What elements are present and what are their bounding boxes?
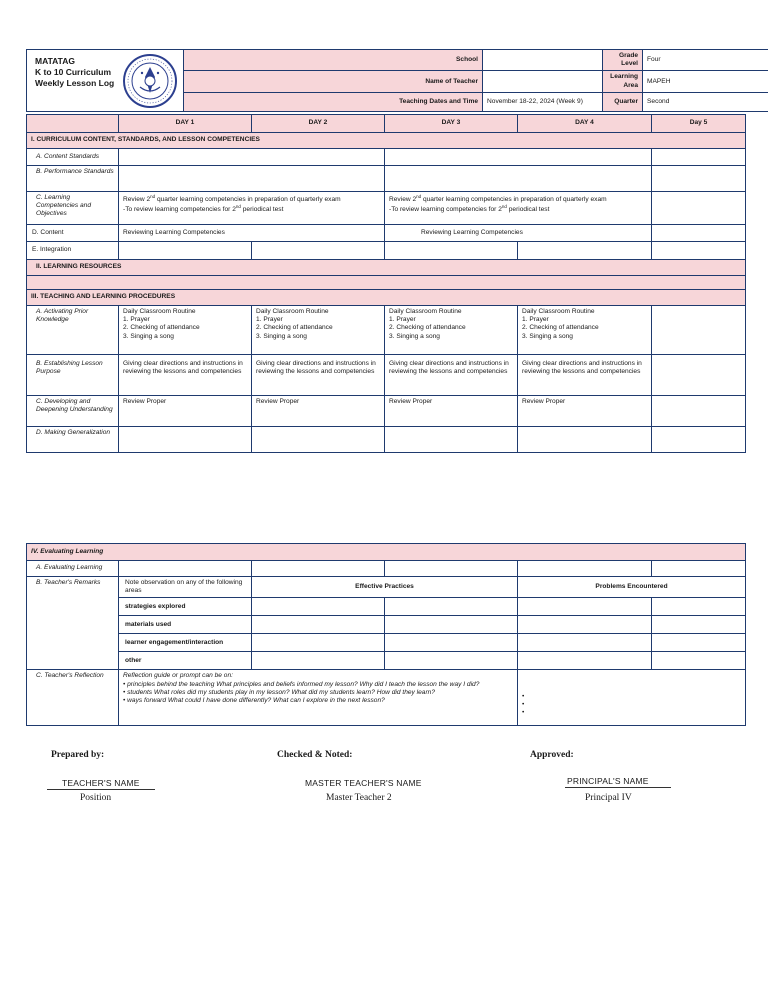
routine-item: 3. Singing a song	[389, 332, 440, 340]
routine-title: Daily Classroom Routine	[256, 308, 329, 315]
competency-sup: nd	[150, 194, 156, 199]
establishing-label: B. Establishing Lesson Purpose	[27, 355, 119, 396]
reflection-students: • students What roles did my students play in my lesson? What did my students learn? How did they learn?	[123, 688, 435, 696]
problems-encountered-header: Problems Encountered	[518, 577, 746, 598]
integration-label: E. Integration	[27, 242, 119, 260]
establishing-cell-1[interactable]: Giving clear directions and instructions in reviewing the lessons and competencies	[119, 355, 252, 396]
materials-cell-4[interactable]	[652, 616, 746, 634]
content-standards-cell-1[interactable]	[119, 149, 385, 166]
materials-cell-1[interactable]	[252, 616, 385, 634]
school-label: School	[184, 50, 483, 71]
content-standards-label: A. Content Standards	[27, 149, 119, 166]
header-table	[26, 49, 768, 112]
lesson-log-table	[26, 114, 746, 453]
developing-cell-4[interactable]: Review Proper	[518, 396, 652, 427]
content-cell-5[interactable]	[652, 225, 746, 242]
title-curriculum: K to 10 Curriculum	[35, 66, 112, 77]
grade-level-value[interactable]: Four	[643, 50, 768, 71]
competency-text-post: quarter learning competencies in preparation of quarterly exam	[421, 196, 607, 204]
teachers-reflection-label: C. Teacher's Reflection	[27, 670, 119, 726]
learning-area-value[interactable]: MAPEH	[643, 71, 768, 92]
day-header-5: Day 5	[652, 115, 746, 133]
title-log: Weekly Lesson Log	[35, 77, 115, 88]
performance-standards-cell-5[interactable]	[652, 166, 746, 192]
routine-item: 2. Checking of attendance	[389, 324, 466, 332]
routine-item: 1. Prayer	[389, 316, 416, 324]
making-cell-2[interactable]	[252, 427, 385, 453]
materials-cell-2[interactable]	[385, 616, 518, 634]
evaluating-cell-2[interactable]	[252, 561, 385, 577]
other-cell-3[interactable]	[518, 652, 652, 670]
activating-cell-2[interactable]	[252, 306, 385, 355]
competency-text-pre: Review 2	[389, 196, 417, 204]
integration-cell-2[interactable]	[252, 242, 385, 260]
content-cell-1[interactable]: Reviewing Learning Competencies	[119, 225, 385, 242]
routine-title: Daily Classroom Routine	[389, 308, 462, 315]
materials-label: materials used	[119, 616, 252, 634]
section-4-title: IV. Evaluating Learning	[27, 544, 746, 561]
routine-item: 1. Prayer	[522, 316, 549, 324]
competency-line2-post: periodical test	[506, 206, 550, 214]
other-cell-4[interactable]	[652, 652, 746, 670]
evaluating-cell-4[interactable]	[518, 561, 652, 577]
teacher-name: TEACHER'S NAME	[62, 778, 140, 788]
competency-line2-pre: -To review learning competencies for 2	[123, 206, 236, 214]
section-3-title: III. TEACHING AND LEARNING PROCEDURES	[27, 290, 746, 306]
reflection-principles: • principles behind the teaching What principles and beliefs informed my lesson? Why did I teach the lesson the way I did?	[123, 680, 480, 688]
master-teacher-position: Master Teacher 2	[326, 793, 392, 803]
engagement-cell-4[interactable]	[652, 634, 746, 652]
engagement-cell-2[interactable]	[385, 634, 518, 652]
making-cell-1[interactable]	[119, 427, 252, 453]
routine-item: 2. Checking of attendance	[123, 324, 200, 332]
routine-item: 2. Checking of attendance	[256, 324, 333, 332]
activating-label: A. Activating Prior Knowledge	[27, 306, 119, 355]
other-label: other	[119, 652, 252, 670]
principal-signature-line	[565, 787, 671, 788]
teacher-position: Position	[80, 793, 112, 803]
materials-cell-3[interactable]	[518, 616, 652, 634]
evaluating-cell-3[interactable]	[385, 561, 518, 577]
teacher-value[interactable]	[483, 71, 603, 92]
day-header-4: DAY 4	[518, 115, 652, 133]
strategies-cell-4[interactable]	[652, 598, 746, 616]
strategies-cell-1[interactable]	[252, 598, 385, 616]
establishing-cell-4[interactable]: Giving clear directions and instructions in reviewing the lessons and competencies	[518, 355, 652, 396]
reflection-bullet: •	[522, 709, 525, 717]
making-generalization-label: D. Making Generalization	[27, 427, 119, 453]
reflection-bullets-cell[interactable]	[518, 670, 746, 726]
learning-competencies-label: C. Learning Competencies and Objectives	[27, 192, 119, 225]
dates-value[interactable]: November 18-22, 2024 (Week 9)	[483, 92, 603, 111]
day-header-1: DAY 1	[119, 115, 252, 133]
competency-line2-post: periodical test	[240, 206, 284, 214]
activating-cell-5[interactable]	[652, 306, 746, 355]
establishing-cell-2[interactable]: Giving clear directions and instructions in reviewing the lessons and competencies	[252, 355, 385, 396]
learning-area-label: Learning Area	[603, 71, 643, 92]
integration-cell-4[interactable]	[518, 242, 652, 260]
performance-standards-cell-2[interactable]	[385, 166, 652, 192]
making-cell-4[interactable]	[518, 427, 652, 453]
prepared-by-label: Prepared by:	[51, 750, 105, 760]
activating-cell-3[interactable]	[385, 306, 518, 355]
strategies-cell-3[interactable]	[518, 598, 652, 616]
routine-item: 3. Singing a song	[123, 332, 174, 340]
engagement-cell-1[interactable]	[252, 634, 385, 652]
quarter-label: Quarter	[603, 92, 643, 111]
developing-cell-1[interactable]: Review Proper	[119, 396, 252, 427]
routine-item: 3. Singing a song	[522, 332, 573, 340]
routine-title: Daily Classroom Routine	[123, 308, 196, 315]
developing-label: C. Developing and Deepening Understanding	[27, 396, 119, 427]
teacher-label: Name of Teacher	[184, 71, 483, 92]
day-header-blank	[27, 115, 119, 133]
developing-cell-5[interactable]	[652, 396, 746, 427]
competency-sup: nd	[416, 194, 422, 199]
day-header-3: DAY 3	[385, 115, 518, 133]
integration-cell-1[interactable]	[119, 242, 252, 260]
section-2-spacer	[27, 276, 746, 290]
effective-practices-header: Effective Practices	[252, 577, 518, 598]
note-observation: Note observation on any of the following areas	[119, 577, 252, 598]
routine-item: 1. Prayer	[123, 316, 150, 324]
day-header-2: DAY 2	[252, 115, 385, 133]
integration-cell-3[interactable]	[385, 242, 518, 260]
grade-level-label: Grade Level	[603, 50, 643, 71]
integration-cell-5[interactable]	[652, 242, 746, 260]
establishing-cell-5[interactable]	[652, 355, 746, 396]
section-1-title: I. CURRICULUM CONTENT, STANDARDS, AND LESSON COMPETENCIES	[27, 133, 746, 149]
other-cell-1[interactable]	[252, 652, 385, 670]
competency-text-pre: Review 2	[123, 196, 151, 204]
competency-text-post: quarter learning competencies in preparation of quarterly exam	[155, 196, 341, 204]
performance-standards-cell-1[interactable]	[119, 166, 385, 192]
performance-standards-label: B. Performance Standards	[27, 166, 119, 192]
principal-position: Principal IV	[585, 793, 632, 803]
activating-cell-1[interactable]	[119, 306, 252, 355]
routine-item: 2. Checking of attendance	[522, 324, 599, 332]
section-2-title: II. LEARNING RESOURCES	[27, 260, 746, 276]
reflection-guide: Reflection guide or prompt can be on:	[123, 672, 233, 680]
competencies-cell-2[interactable]	[385, 192, 652, 225]
competencies-cell-1[interactable]	[119, 192, 385, 225]
activating-cell-4[interactable]	[518, 306, 652, 355]
developing-cell-2[interactable]: Review Proper	[252, 396, 385, 427]
teacher-signature-line	[47, 789, 155, 790]
reflection-guide-cell[interactable]	[119, 670, 518, 726]
title-matatag: MATATAG	[35, 56, 75, 66]
engagement-cell-3[interactable]	[518, 634, 652, 652]
evaluating-cell-1[interactable]	[119, 561, 252, 577]
content-standards-cell-2[interactable]	[385, 149, 652, 166]
dates-label: Teaching Dates and Time	[184, 92, 483, 111]
competencies-cell-5[interactable]	[652, 192, 746, 225]
deped-seal-icon	[122, 53, 178, 109]
title-lines	[35, 56, 114, 89]
quarter-value[interactable]: Second	[643, 92, 768, 111]
master-teacher-name: MASTER TEACHER'S NAME	[305, 778, 422, 788]
competency-line2-pre: -To review learning competencies for 2	[389, 206, 502, 214]
title-block	[27, 50, 184, 112]
reflection-bullet: •	[522, 692, 525, 700]
routine-title: Daily Classroom Routine	[522, 308, 595, 315]
making-cell-5[interactable]	[652, 427, 746, 453]
competency-line2-sup: nd	[501, 204, 507, 210]
evaluating-table	[26, 543, 746, 726]
content-cell-2[interactable]: Reviewing Learning Competencies	[385, 225, 652, 242]
reflection-ways-forward: • ways forward What could I have done differently? What can I explore in the next lesson?	[123, 697, 385, 705]
strategies-cell-2[interactable]	[385, 598, 518, 616]
evaluating-cell-5[interactable]	[652, 561, 746, 577]
routine-item: 3. Singing a song	[256, 332, 307, 340]
engagement-label: learner engagement/interaction	[119, 634, 252, 652]
checked-noted-label: Checked & Noted:	[277, 750, 353, 760]
developing-cell-3[interactable]: Review Proper	[385, 396, 518, 427]
principal-name: PRINCIPAL'S NAME	[567, 776, 649, 786]
content-standards-cell-5[interactable]	[652, 149, 746, 166]
content-label: D. Content	[27, 225, 119, 242]
reflection-bullet: •	[522, 700, 525, 708]
teachers-remarks-label: B. Teacher's Remarks	[27, 577, 119, 670]
establishing-cell-3[interactable]: Giving clear directions and instructions in reviewing the lessons and competencies	[385, 355, 518, 396]
other-cell-2[interactable]	[385, 652, 518, 670]
routine-item: 1. Prayer	[256, 316, 283, 324]
school-value[interactable]	[483, 50, 603, 71]
approved-label: Approved:	[530, 750, 574, 760]
evaluating-label: A. Evaluating Learning	[27, 561, 119, 577]
making-cell-3[interactable]	[385, 427, 518, 453]
strategies-label: strategies explored	[119, 598, 252, 616]
competency-line2-sup: nd	[235, 204, 241, 210]
